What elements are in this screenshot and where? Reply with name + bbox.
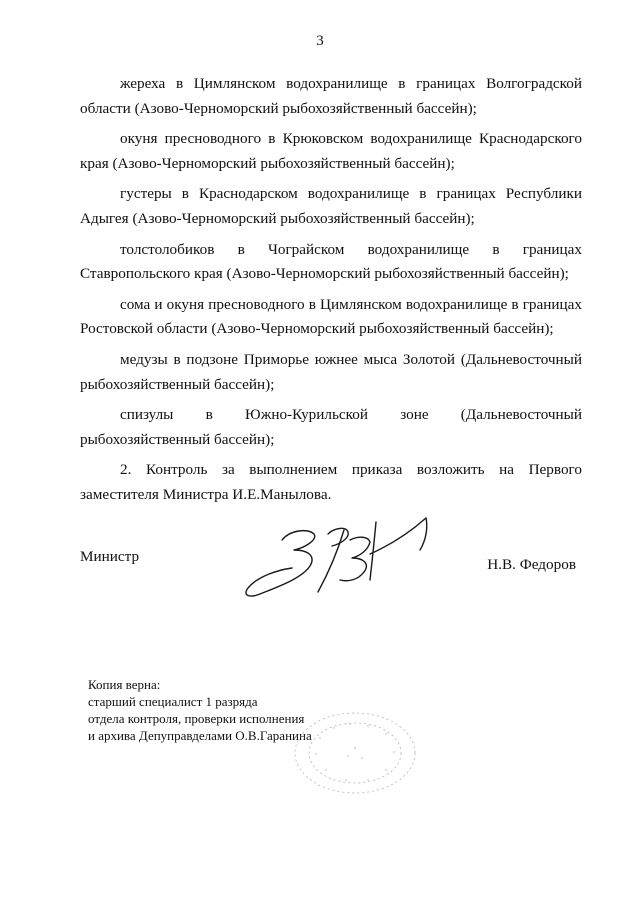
paragraph-asp: жереха в Цимлянском водохранилище в границах Волгоградской области (Азово-Черноморский рыбохозяйственный бассейн); — [80, 75, 582, 117]
faded-stamp-icon — [290, 708, 420, 798]
paragraph-silver-carp: толстолобиков в Чограйском водохранилище в границах Ставропольского края (Азово-Черноморский рыбохозяйственный бассейн); — [80, 240, 582, 283]
paragraph-jellyfish: медузы в подзоне Приморье южнее мыса Золотой (Дальневосточный рыбохозяйственный бассейн); — [80, 350, 582, 393]
signatory-title: Министр — [80, 548, 140, 565]
document-body — [80, 72, 582, 514]
copy-line-position: старший специалист 1 разряда — [88, 694, 258, 709]
handwritten-signature-icon — [230, 510, 440, 600]
copy-line-department: отдела контроля, проверки исполнения — [88, 711, 305, 726]
paragraph-perch-krukovskoe: окуня пресноводного в Крюковском водохранилище Краснодарского края (Азово-Черноморский рыбохозяйственный бассейн); — [80, 130, 582, 172]
paragraph-control: 2. Контроль за выполнением приказа возложить на Первого заместителя Министра И.Е.Манылова. — [80, 461, 582, 503]
copy-line-archive: и архива Депуправделами О.В.Гаранина — [88, 728, 312, 743]
copy-line-header: Копия верна: — [88, 677, 161, 692]
paragraph-silver-bream: густеры в Краснодарском водохранилище в границах Республики Адыгея (Азово-Черноморский рыбохозяйственный бассейн); — [80, 185, 582, 227]
paragraph-catfish-perch: сома и окуня пресноводного в Цимлянском водохранилище в границах Ростовской области (Азово-Черноморский рыбохозяйственный бассейн); — [80, 295, 582, 338]
signatory-name: Н.В. Федоров — [487, 556, 576, 573]
page-number: 3 — [316, 33, 324, 49]
paragraph-spisula: спизулы в Южно-Курильской зоне (Дальневосточный рыбохозяйственный бассейн); — [80, 406, 582, 448]
